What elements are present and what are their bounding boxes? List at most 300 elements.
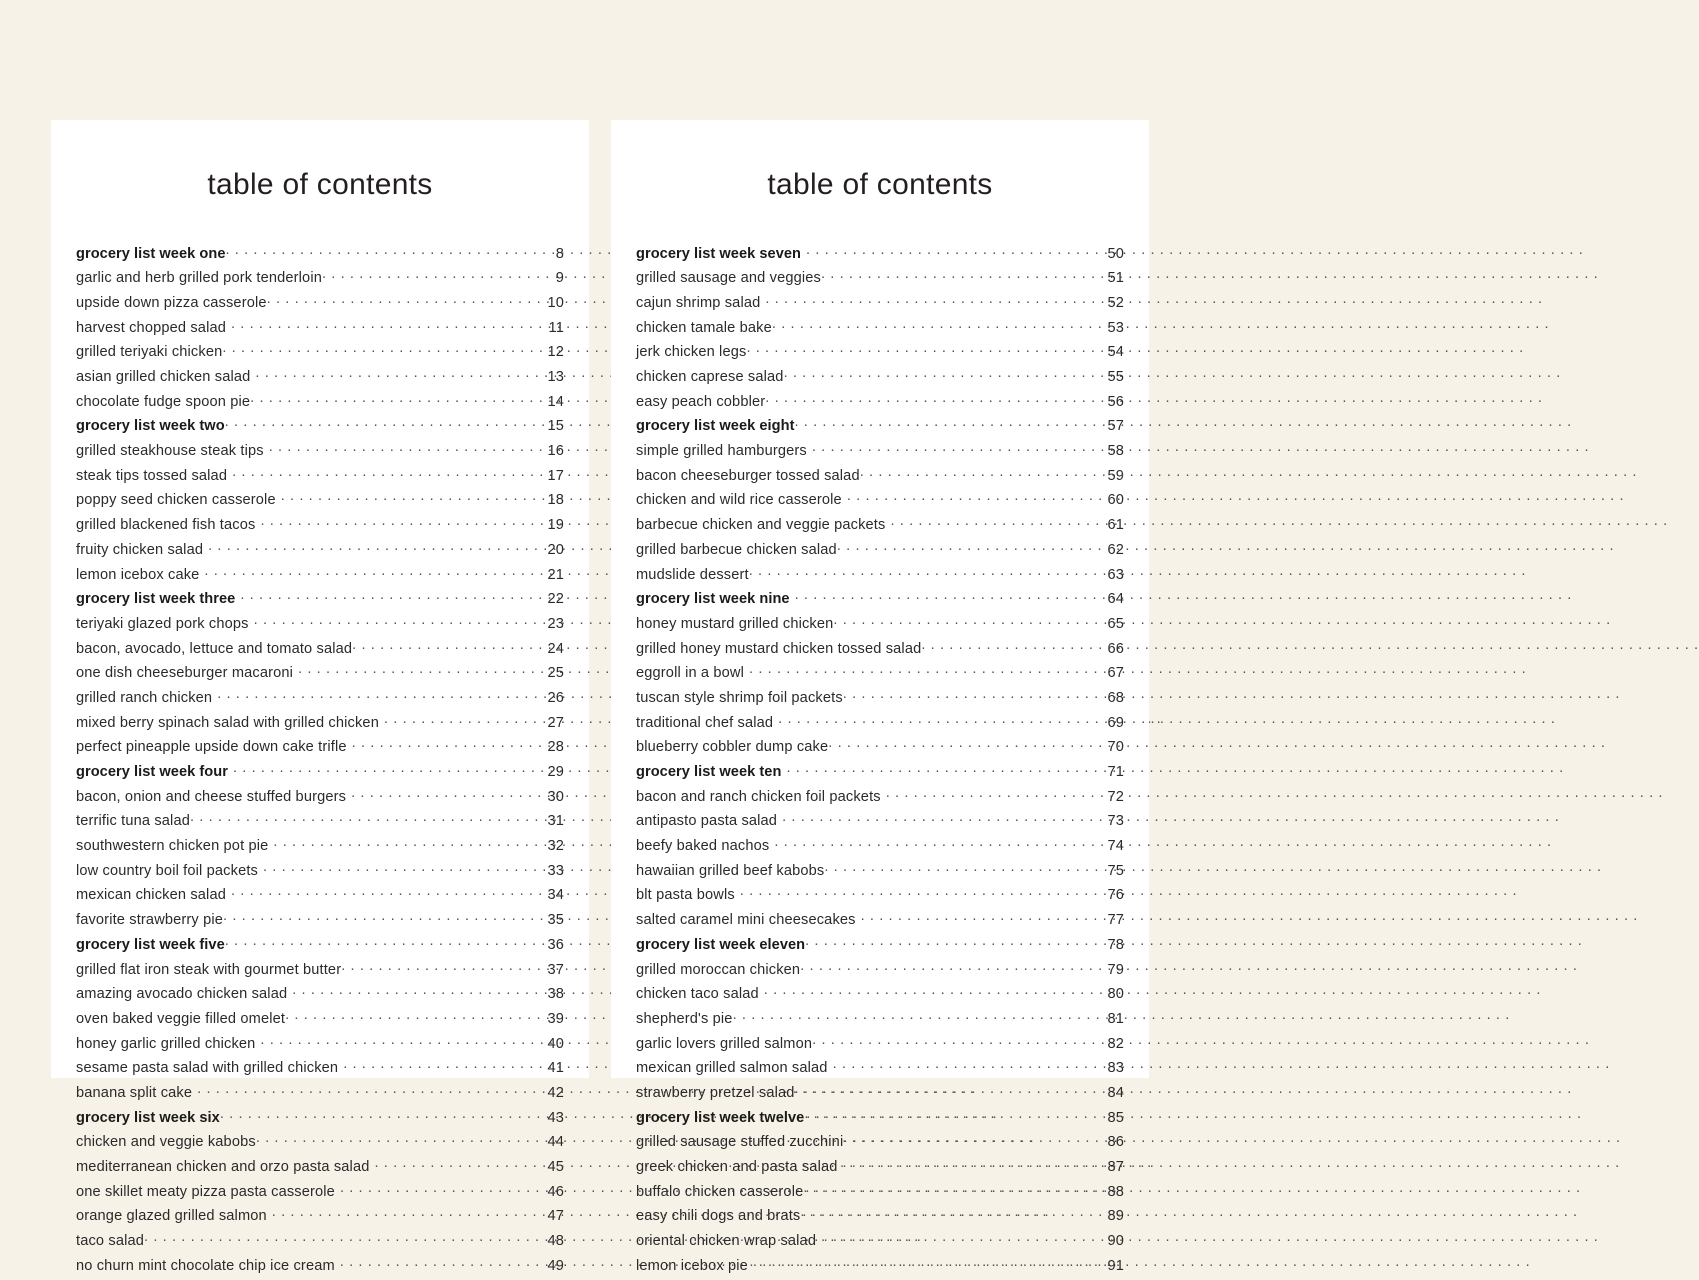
toc-entry-label: chicken taco salad <box>636 986 759 1003</box>
toc-entry[interactable] <box>76 984 564 1009</box>
dot-leader <box>263 860 547 875</box>
toc-entry[interactable] <box>76 786 564 811</box>
toc-entry[interactable] <box>76 342 564 367</box>
toc-page-number: 67 <box>1107 665 1124 682</box>
toc-entry-label: teriyaki glazed pork chops <box>76 615 249 632</box>
toc-entry-label: grocery list week two <box>76 418 225 435</box>
dot-leader <box>772 317 1108 332</box>
toc-entry-label: blt pasta bowls <box>636 887 735 904</box>
toc-section-header[interactable] <box>76 934 564 959</box>
toc-entry-label: tuscan style shrimp foil packets <box>636 689 843 706</box>
toc-entry-label: oriental chicken wrap salad <box>636 1233 817 1250</box>
dot-leader <box>322 268 556 283</box>
toc-entry[interactable] <box>636 1132 1124 1157</box>
toc-page-number: 44 <box>547 1134 564 1151</box>
toc-entry-label: orange glazed grilled salmon <box>76 1208 267 1225</box>
toc-entry-label: grilled honey mustard chicken tossed salad <box>636 640 922 657</box>
dot-leader <box>806 243 1107 258</box>
toc-page-number: 90 <box>1107 1233 1124 1250</box>
toc-entry[interactable] <box>636 292 1124 317</box>
toc-page-number: 31 <box>547 813 564 830</box>
toc-entry[interactable] <box>636 515 1124 540</box>
toc-page-number: 73 <box>1107 813 1124 830</box>
toc-entry[interactable] <box>76 860 564 885</box>
toc-entry[interactable] <box>636 1082 1124 1107</box>
dot-leader <box>847 490 1108 505</box>
toc-entry[interactable] <box>636 1033 1124 1058</box>
toc-page-number: 51 <box>1107 270 1124 287</box>
toc-page-number: 29 <box>547 764 564 781</box>
dot-leader <box>256 1132 548 1147</box>
dot-leader <box>833 613 1107 628</box>
toc-page-number: 75 <box>1107 862 1124 879</box>
toc-entry[interactable] <box>76 836 564 861</box>
toc-page-number: 71 <box>1107 764 1124 781</box>
dot-leader <box>860 465 1108 480</box>
dot-leader <box>890 515 1107 530</box>
toc-entry-label: steak tips tossed salad <box>76 467 228 484</box>
dot-leader <box>749 564 1108 579</box>
dot-leader <box>375 1156 548 1171</box>
dot-leader <box>233 761 547 776</box>
dot-leader <box>255 366 547 381</box>
toc-entry-label: poppy seed chicken casserole <box>76 492 276 509</box>
toc-entry[interactable] <box>636 613 1124 638</box>
toc-page-number: 55 <box>1107 369 1124 386</box>
toc-page-number: 17 <box>547 467 564 484</box>
toc-entry-label: one dish cheeseburger macaroni <box>76 665 294 682</box>
toc-entry-label: grilled blackened fish tacos <box>76 517 256 534</box>
dot-leader <box>843 1132 1107 1147</box>
toc-entry-label: mediterranean chicken and orzo pasta salad <box>76 1159 370 1176</box>
dot-leader <box>746 342 1107 357</box>
toc-page-number: 68 <box>1107 689 1124 706</box>
dot-leader <box>843 1156 1108 1171</box>
toc-entry-label: bacon, avocado, lettuce and tomato salad <box>76 640 353 657</box>
toc-entry[interactable] <box>636 366 1124 391</box>
toc-entry-label: mixed berry spinach salad with grilled chicken <box>76 714 379 731</box>
dot-leader <box>273 836 547 851</box>
toc-entry-label: chicken and wild rice casserole <box>636 492 842 509</box>
dot-leader <box>267 292 548 307</box>
toc-entry[interactable] <box>76 959 564 984</box>
toc-entry[interactable] <box>76 1033 564 1058</box>
dot-leader <box>225 416 548 431</box>
toc-entry[interactable] <box>636 885 1124 910</box>
toc-entry-label: low country boil foil packets <box>76 862 258 879</box>
toc-entry-label: lemon icebox pie <box>636 1257 748 1274</box>
toc-entry-label: blueberry cobbler dump cake <box>636 739 829 756</box>
toc-entry[interactable] <box>636 1206 1124 1231</box>
toc-entry[interactable] <box>76 317 564 342</box>
toc-page-number: 88 <box>1107 1183 1124 1200</box>
toc-entry[interactable] <box>76 465 564 490</box>
toc-entry-label: grocery list week seven <box>636 245 802 262</box>
toc-entry[interactable] <box>76 1082 564 1107</box>
toc-entry[interactable] <box>76 490 564 515</box>
toc-page-number: 52 <box>1107 294 1124 311</box>
toc-page-number: 28 <box>547 739 564 756</box>
dot-leader <box>190 811 547 826</box>
toc-page-number: 69 <box>1107 714 1124 731</box>
page-title: table of contents <box>207 168 433 201</box>
toc-page-number: 64 <box>1107 591 1124 608</box>
dot-leader <box>740 885 1108 900</box>
toc-section-header[interactable] <box>636 1107 1124 1132</box>
toc-entry-label: honey garlic grilled chicken <box>76 1035 256 1052</box>
toc-entry-label: grilled sausage stuffed zucchini <box>636 1134 844 1151</box>
toc-entry[interactable] <box>636 786 1124 811</box>
dot-leader <box>217 687 547 702</box>
toc-page-number: 56 <box>1107 393 1124 410</box>
toc-entry-label: grocery list week ten <box>636 764 782 781</box>
toc-page-number: 14 <box>547 393 564 410</box>
toc-entry-label: terrific tuna salad <box>76 813 190 830</box>
toc-entry-label: antipasto pasta salad <box>636 813 778 830</box>
toc-page-number: 41 <box>547 1060 564 1077</box>
toc-page-number: 50 <box>1107 245 1124 262</box>
dot-leader <box>298 663 547 678</box>
dot-leader <box>795 1082 1108 1097</box>
toc-entry[interactable] <box>76 885 564 910</box>
toc-entry-label: jerk chicken legs <box>636 344 747 361</box>
toc-entry[interactable] <box>636 1156 1124 1181</box>
dot-leader <box>272 1206 548 1221</box>
dot-leader <box>921 638 1107 653</box>
dot-leader <box>144 1231 547 1246</box>
toc-entry-label: grilled flat iron steak with gourmet butter <box>76 961 342 978</box>
toc-page-number: 34 <box>547 887 564 904</box>
toc-page-number: 48 <box>547 1233 564 1250</box>
dot-leader <box>778 712 1107 727</box>
toc-page-number: 87 <box>1107 1159 1124 1176</box>
dot-leader <box>223 910 547 925</box>
dot-leader <box>837 539 1108 554</box>
toc-entry[interactable] <box>76 737 564 762</box>
toc-entry[interactable] <box>636 268 1124 293</box>
toc-entry-label: grilled ranch chicken <box>76 689 213 706</box>
toc-entry-label: oven baked veggie filled omelet <box>76 1010 286 1027</box>
dot-leader <box>222 342 547 357</box>
toc-entry[interactable] <box>76 1206 564 1231</box>
toc-entry-label: chocolate fudge spoon pie <box>76 393 251 410</box>
toc-entry-label: honey mustard grilled chicken <box>636 615 834 632</box>
dot-leader <box>352 737 548 752</box>
toc-page-number: 85 <box>1107 1109 1124 1126</box>
toc-entry[interactable] <box>636 836 1124 861</box>
toc-entry-label: sesame pasta salad with grilled chicken <box>76 1060 339 1077</box>
dot-leader <box>204 564 547 579</box>
dot-leader <box>260 1033 547 1048</box>
toc-entry[interactable] <box>76 1008 564 1033</box>
toc-entry[interactable] <box>636 465 1124 490</box>
toc-page-number: 26 <box>547 689 564 706</box>
toc-entry-label: salted caramel mini cheesecakes <box>636 912 856 929</box>
dot-leader <box>231 885 547 900</box>
toc-entry-label: chicken and veggie kabobs <box>76 1134 256 1151</box>
toc-entry[interactable] <box>636 1255 1124 1280</box>
toc-page-number: 84 <box>1107 1084 1124 1101</box>
toc-page-number: 70 <box>1107 739 1124 756</box>
dot-leader <box>197 1082 547 1097</box>
toc-entry[interactable] <box>76 712 564 737</box>
toc-entry[interactable] <box>636 539 1124 564</box>
dot-leader <box>765 292 1107 307</box>
toc-entry-label: favorite strawberry pie <box>76 912 224 929</box>
toc-entry[interactable] <box>76 663 564 688</box>
toc-page-number: 11 <box>548 319 564 336</box>
toc-entry-label: grilled steakhouse steak tips <box>76 443 264 460</box>
dot-leader <box>782 811 1107 826</box>
dot-leader <box>800 1206 1107 1221</box>
toc-page-number: 32 <box>547 838 564 855</box>
toc-page-number: 18 <box>547 492 564 509</box>
toc-page-number: 61 <box>1107 517 1124 534</box>
toc-page-number: 36 <box>547 936 564 953</box>
toc-entry[interactable] <box>76 1132 564 1157</box>
toc-entry[interactable] <box>636 663 1124 688</box>
toc-entry[interactable] <box>636 1008 1124 1033</box>
toc-section-header[interactable] <box>76 589 564 614</box>
toc-entry-label: simple grilled hamburgers <box>636 443 807 460</box>
toc-page-number: 63 <box>1107 566 1124 583</box>
toc-entry-label: garlic and herb grilled pork tenderloin <box>76 270 322 287</box>
dot-leader <box>260 515 547 530</box>
toc-entry[interactable] <box>76 1255 564 1280</box>
toc-page-number: 79 <box>1107 961 1124 978</box>
toc-page-number: 15 <box>547 418 564 435</box>
toc-entry[interactable] <box>76 391 564 416</box>
toc-section-header[interactable] <box>76 761 564 786</box>
toc-entry-label: strawberry pretzel salad <box>636 1084 795 1101</box>
page-title: table of contents <box>767 168 993 201</box>
dot-leader <box>292 984 547 999</box>
toc-page-number: 65 <box>1107 615 1124 632</box>
toc-entry-label: shepherd's pie <box>636 1010 733 1027</box>
toc-entry-label: grilled sausage and veggies <box>636 270 821 287</box>
toc-entry-label: asian grilled chicken salad <box>76 369 251 386</box>
toc-page-number: 78 <box>1107 936 1124 953</box>
toc-entry[interactable] <box>636 441 1124 466</box>
dot-leader <box>843 687 1108 702</box>
toc-page-number: 8 <box>555 245 564 262</box>
toc-entry[interactable] <box>76 811 564 836</box>
dot-leader <box>795 416 1108 431</box>
dot-leader <box>805 934 1107 949</box>
toc-page-number: 80 <box>1107 986 1124 1003</box>
toc-page-number: 22 <box>547 591 564 608</box>
toc-entry-label: buffalo chicken casserole <box>636 1183 804 1200</box>
dot-leader <box>225 934 548 949</box>
toc-page-number: 66 <box>1107 640 1124 657</box>
toc-entry[interactable] <box>76 366 564 391</box>
dot-leader <box>343 1058 547 1073</box>
toc-entry[interactable] <box>76 687 564 712</box>
toc-page-number: 42 <box>547 1084 564 1101</box>
toc-page-number: 86 <box>1107 1134 1124 1151</box>
toc-entry-label: hawaiian grilled beef kabobs <box>636 862 825 879</box>
toc-entry-label: southwestern chicken pot pie <box>76 838 269 855</box>
dot-leader <box>208 539 547 554</box>
toc-entry[interactable] <box>636 391 1124 416</box>
dot-leader <box>833 1058 1108 1073</box>
dot-leader <box>800 959 1107 974</box>
toc-page-number: 9 <box>555 270 564 287</box>
toc-entry[interactable] <box>76 910 564 935</box>
toc-entry[interactable] <box>636 860 1124 885</box>
dot-leader <box>774 836 1107 851</box>
toc-entry[interactable] <box>76 268 564 293</box>
toc-entry-label: eggroll in a bowl <box>636 665 745 682</box>
toc-entry-label: grocery list week five <box>76 936 225 953</box>
dot-leader <box>803 1181 1107 1196</box>
toc-entry-label: barbecue chicken and veggie packets <box>636 517 886 534</box>
toc-entry[interactable] <box>76 564 564 589</box>
dot-leader <box>886 786 1108 801</box>
toc-entry-label: banana split cake <box>76 1084 193 1101</box>
toc-entry[interactable] <box>76 1058 564 1083</box>
toc-page-number: 30 <box>547 788 564 805</box>
toc-section-header[interactable] <box>636 761 1124 786</box>
toc-entry-label: grocery list week twelve <box>636 1109 805 1126</box>
toc-entry[interactable] <box>76 1231 564 1256</box>
toc-page-number: 38 <box>547 986 564 1003</box>
dot-leader <box>828 737 1107 752</box>
toc-entry-label: grilled moroccan chicken <box>636 961 801 978</box>
toc-page-number: 35 <box>547 912 564 929</box>
toc-page-number: 46 <box>547 1183 564 1200</box>
toc-entry[interactable] <box>76 1181 564 1206</box>
dot-leader <box>351 786 547 801</box>
toc-entry[interactable] <box>636 687 1124 712</box>
toc-page-number: 10 <box>547 294 564 311</box>
toc-page-number: 72 <box>1107 788 1124 805</box>
toc-entry[interactable] <box>76 638 564 663</box>
toc-entry-label: bacon, onion and cheese stuffed burgers <box>76 788 347 805</box>
toc-page-number: 60 <box>1107 492 1124 509</box>
toc-entry-label: mexican chicken salad <box>76 887 226 904</box>
toc-list-right <box>636 243 1124 1280</box>
toc-entry-label: bacon cheeseburger tossed salad <box>636 467 860 484</box>
dot-leader <box>220 1107 548 1122</box>
dot-leader <box>753 1255 1108 1270</box>
toc-section-header[interactable] <box>636 589 1124 614</box>
toc-section-header[interactable] <box>76 1107 564 1132</box>
dot-leader <box>765 391 1107 406</box>
toc-entry-label: grocery list week one <box>76 245 226 262</box>
left-page <box>51 120 589 1274</box>
toc-page-number: 89 <box>1107 1208 1124 1225</box>
toc-entry-label: cajun shrimp salad <box>636 294 761 311</box>
toc-page-number: 57 <box>1107 418 1124 435</box>
toc-page-number: 25 <box>547 665 564 682</box>
toc-page-number: 76 <box>1107 887 1124 904</box>
toc-entry-label: bacon and ranch chicken foil packets <box>636 788 881 805</box>
toc-entry[interactable] <box>76 515 564 540</box>
toc-entry-label: grocery list week three <box>76 591 236 608</box>
toc-entry-label: grocery list week six <box>76 1109 220 1126</box>
toc-entry[interactable] <box>636 490 1124 515</box>
toc-entry[interactable] <box>76 613 564 638</box>
toc-entry-label: perfect pineapple upside down cake trifle <box>76 739 347 756</box>
dot-leader <box>250 391 547 406</box>
toc-entry-label: upside down pizza casserole <box>76 294 267 311</box>
toc-entry[interactable] <box>76 292 564 317</box>
toc-entry[interactable] <box>636 1058 1124 1083</box>
toc-page-number: 13 <box>547 369 564 386</box>
toc-entry[interactable] <box>636 712 1124 737</box>
toc-entry[interactable] <box>636 910 1124 935</box>
toc-entry-label: lemon icebox cake <box>76 566 200 583</box>
toc-entry-label: grocery list week nine <box>636 591 790 608</box>
toc-page-number: 27 <box>547 714 564 731</box>
toc-entry[interactable] <box>636 564 1124 589</box>
toc-entry[interactable] <box>636 638 1124 663</box>
toc-section-header[interactable] <box>636 243 1124 268</box>
toc-entry[interactable] <box>76 441 564 466</box>
dot-leader <box>795 589 1108 604</box>
toc-section-header[interactable] <box>636 416 1124 441</box>
toc-entry[interactable] <box>636 317 1124 342</box>
dot-leader <box>824 860 1107 875</box>
toc-entry-label: grilled teriyaki chicken <box>76 344 223 361</box>
toc-page-number: 62 <box>1107 541 1124 558</box>
toc-entry[interactable] <box>76 1156 564 1181</box>
toc-page-number: 24 <box>547 640 564 657</box>
toc-entry[interactable] <box>636 1231 1124 1256</box>
toc-section-header[interactable] <box>76 416 564 441</box>
toc-page-number: 49 <box>547 1257 564 1274</box>
toc-entry-label: garlic lovers grilled salmon <box>636 1035 813 1052</box>
toc-entry-label: amazing avocado chicken salad <box>76 986 288 1003</box>
toc-entry-label: easy peach cobbler <box>636 393 766 410</box>
toc-page-number: 59 <box>1107 467 1124 484</box>
toc-entry-label: grocery list week eight <box>636 418 795 435</box>
toc-section-header[interactable] <box>76 243 564 268</box>
toc-entry-label: traditional chef salad <box>636 714 774 731</box>
toc-entry[interactable] <box>636 1181 1124 1206</box>
toc-section-header[interactable] <box>636 934 1124 959</box>
toc-entry-label: mudslide dessert <box>636 566 749 583</box>
toc-page-number: 77 <box>1107 912 1124 929</box>
toc-page-number: 37 <box>547 961 564 978</box>
toc-entry[interactable] <box>636 737 1124 762</box>
dot-leader <box>821 268 1107 283</box>
dot-leader <box>733 1008 1108 1023</box>
toc-page-number: 12 <box>547 344 564 361</box>
toc-entry-label: chicken caprese salad <box>636 369 784 386</box>
toc-entry-label: easy chili dogs and brats <box>636 1208 801 1225</box>
dot-leader <box>749 663 1107 678</box>
dot-leader <box>804 1107 1107 1122</box>
dot-leader <box>269 441 548 456</box>
toc-page-number: 83 <box>1107 1060 1124 1077</box>
toc-page-number: 33 <box>547 862 564 879</box>
toc-page-number: 81 <box>1107 1010 1124 1027</box>
toc-page-number: 58 <box>1107 443 1124 460</box>
toc-entry-label: grocery list week four <box>76 764 228 781</box>
dot-leader <box>821 1231 1107 1246</box>
toc-entry[interactable] <box>76 539 564 564</box>
dot-leader <box>285 1008 547 1023</box>
toc-entry[interactable] <box>636 984 1124 1009</box>
toc-entry[interactable] <box>636 811 1124 836</box>
toc-page-number: 47 <box>547 1208 564 1225</box>
toc-entry-label: grilled barbecue chicken salad <box>636 541 837 558</box>
toc-entry[interactable] <box>636 342 1124 367</box>
toc-entry[interactable] <box>636 959 1124 984</box>
toc-entry-label: harvest chopped salad <box>76 319 226 336</box>
